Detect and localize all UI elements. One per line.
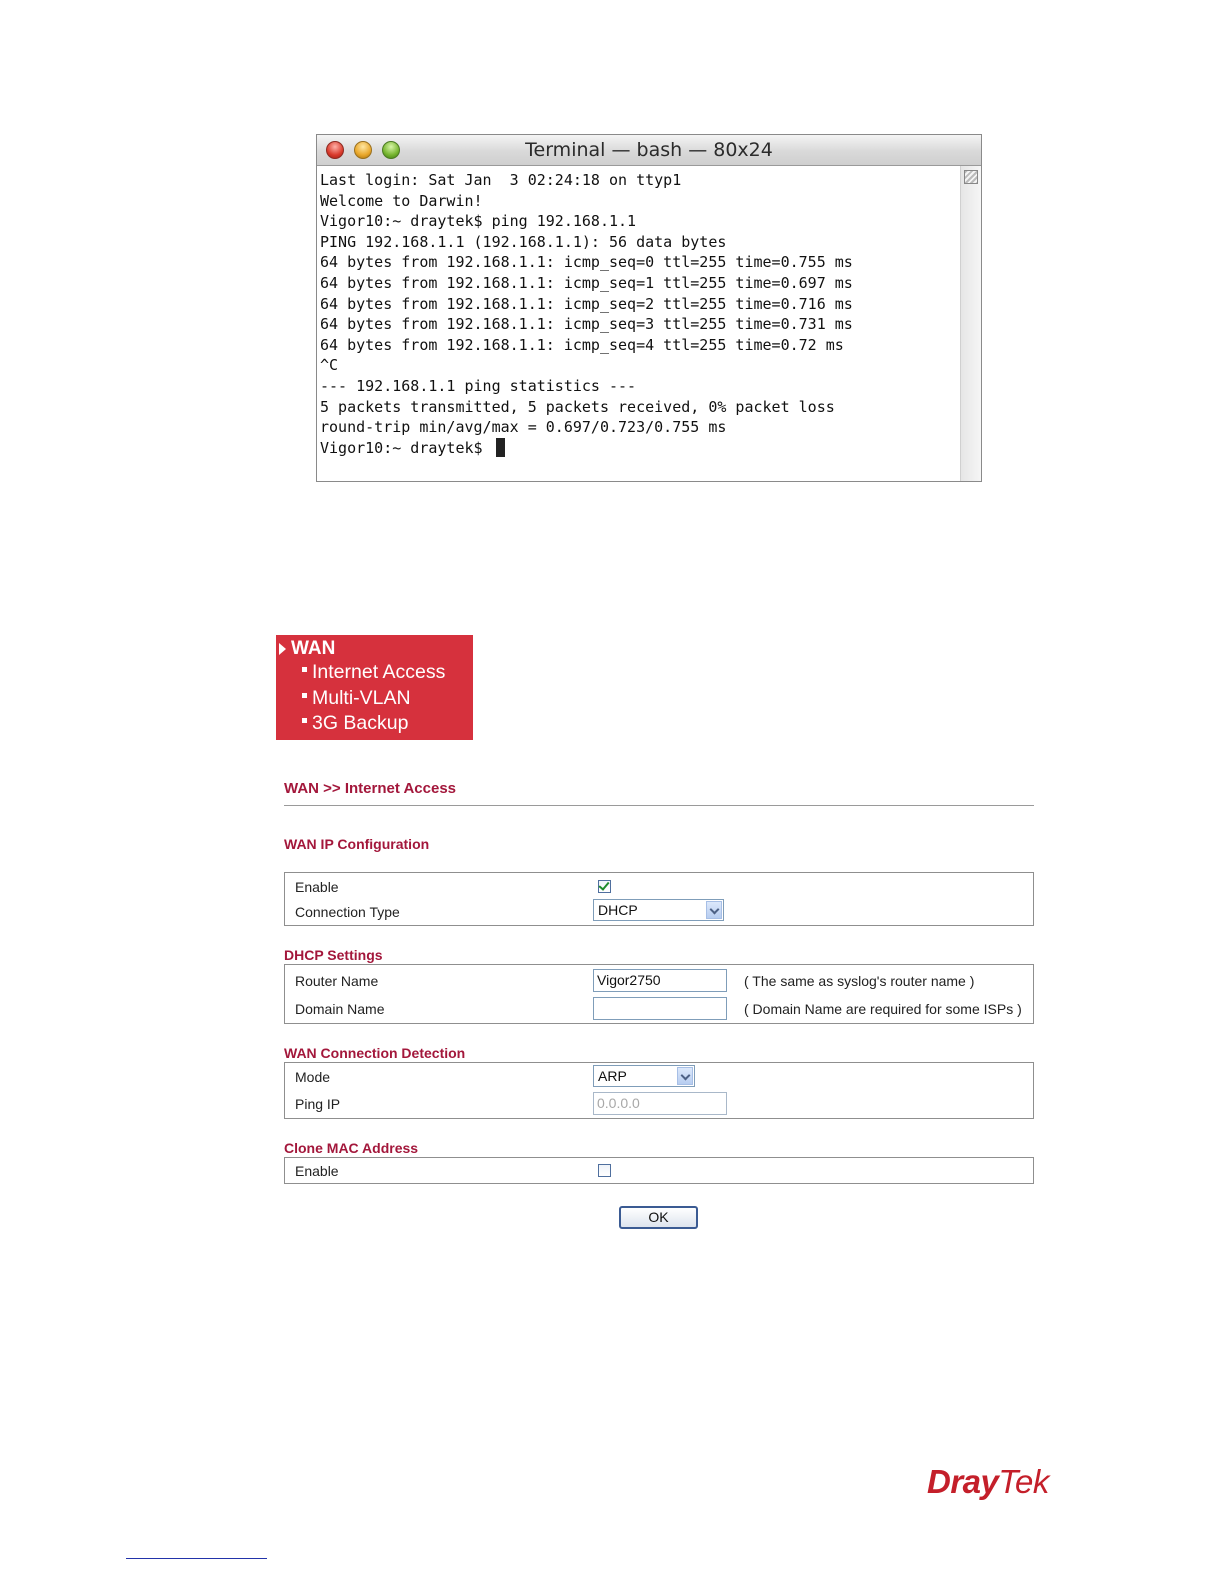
ok-button[interactable]: OK bbox=[619, 1206, 698, 1229]
wan-connection-detection-panel bbox=[284, 1062, 1034, 1119]
terminal-line: 64 bytes from 192.168.1.1: icmp_seq=4 ttl=255 time=0.72 ms bbox=[320, 335, 844, 354]
section-title-clone-mac-address: Clone MAC Address bbox=[284, 1140, 419, 1156]
terminal-window bbox=[316, 134, 982, 482]
router-name-label: Router Name bbox=[295, 973, 379, 989]
terminal-output[interactable] bbox=[317, 166, 961, 481]
terminal-line: Vigor10:~ draytek$ ping 192.168.1.1 bbox=[320, 212, 637, 231]
dhcp-settings-panel bbox=[284, 964, 1034, 1024]
section-title-wan-connection-detection: WAN Connection Detection bbox=[284, 1045, 466, 1061]
section-title-wan-ip-configuration: WAN IP Configuration bbox=[284, 836, 430, 852]
wan-enable-checkbox[interactable] bbox=[598, 880, 611, 893]
menu-item-3g-backup[interactable] bbox=[276, 711, 473, 737]
chevron-down-icon bbox=[681, 1071, 691, 1081]
domain-name-input[interactable] bbox=[593, 997, 727, 1020]
dropdown-button[interactable] bbox=[677, 1067, 693, 1085]
wan-ip-configuration-panel bbox=[284, 872, 1034, 926]
terminal-line: ^C bbox=[320, 356, 339, 375]
terminal-line: 5 packets transmitted, 5 packets received, 0% packet loss bbox=[320, 397, 835, 416]
clone-mac-panel bbox=[284, 1157, 1034, 1184]
terminal-line: round-trip min/avg/max = 0.697/0.723/0.755 ms bbox=[320, 418, 727, 437]
terminal-line: 64 bytes from 192.168.1.1: icmp_seq=0 ttl=255 time=0.755 ms bbox=[320, 253, 853, 272]
domain-name-label: Domain Name bbox=[295, 1001, 385, 1017]
text-cursor bbox=[496, 438, 505, 457]
terminal-line: --- 192.168.1.1 ping statistics --- bbox=[320, 376, 637, 395]
draytek-logo bbox=[927, 1463, 1049, 1501]
detection-mode-select[interactable] bbox=[593, 1065, 695, 1087]
terminal-line: Last login: Sat Jan 3 02:24:18 on ttyp1 bbox=[320, 171, 682, 189]
menu-item-label: Internet Access bbox=[312, 661, 446, 683]
router-name-hint: ( The same as syslog's router name ) bbox=[744, 973, 975, 989]
enable-label: Enable bbox=[295, 879, 339, 895]
router-name-input[interactable]: Vigor2750 bbox=[593, 969, 727, 992]
bullet-icon bbox=[302, 718, 307, 723]
checkmark-icon bbox=[598, 879, 609, 891]
connection-type-select[interactable] bbox=[593, 899, 724, 921]
section-title-dhcp-settings: DHCP Settings bbox=[284, 947, 383, 963]
menu-item-label: 3G Backup bbox=[312, 712, 409, 734]
expand-arrow-icon bbox=[279, 643, 286, 655]
terminal-titlebar[interactable] bbox=[317, 135, 981, 166]
bullet-icon bbox=[302, 693, 307, 698]
clone-mac-enable-label: Enable bbox=[295, 1163, 339, 1179]
domain-name-hint: ( Domain Name are required for some ISPs ) bbox=[744, 1001, 1022, 1017]
footer-divider bbox=[126, 1558, 267, 1559]
menu-wan-label: WAN bbox=[291, 638, 336, 659]
bullet-icon bbox=[302, 667, 307, 672]
ping-ip-label: Ping IP bbox=[295, 1096, 341, 1112]
terminal-line: 64 bytes from 192.168.1.1: icmp_seq=2 ttl=255 time=0.716 ms bbox=[320, 294, 853, 313]
terminal-scrollbar[interactable] bbox=[960, 166, 981, 481]
breadcrumb: WAN >> Internet Access bbox=[284, 780, 457, 797]
detection-mode-value: ARP bbox=[598, 1068, 627, 1084]
terminal-title: Terminal — bash — 80x24 bbox=[525, 139, 773, 161]
terminal-prompt-line[interactable] bbox=[320, 438, 961, 459]
menu-wan[interactable] bbox=[276, 638, 473, 660]
ping-ip-input[interactable]: 0.0.0.0 bbox=[593, 1092, 727, 1115]
divider bbox=[284, 805, 1034, 806]
clone-mac-enable-checkbox[interactable] bbox=[598, 1164, 611, 1177]
dropdown-button[interactable] bbox=[706, 901, 722, 919]
connection-type-label: Connection Type bbox=[295, 904, 400, 920]
mode-label: Mode bbox=[295, 1069, 331, 1085]
logo-tek-text: Tek bbox=[998, 1463, 1049, 1500]
connection-type-value: DHCP bbox=[598, 902, 638, 918]
menu-item-multi-vlan[interactable] bbox=[276, 686, 473, 712]
resize-grip-icon[interactable] bbox=[964, 170, 978, 184]
terminal-line: 64 bytes from 192.168.1.1: icmp_seq=3 ttl=255 time=0.731 ms bbox=[320, 315, 853, 334]
terminal-line: 64 bytes from 192.168.1.1: icmp_seq=1 ttl=255 time=0.697 ms bbox=[320, 273, 853, 292]
terminal-prompt: Vigor10:~ draytek$ bbox=[320, 438, 492, 457]
logo-dray-text: Dray bbox=[927, 1463, 999, 1500]
menu-item-internet-access[interactable] bbox=[276, 660, 473, 686]
chevron-down-icon bbox=[710, 905, 720, 915]
terminal-line: Welcome to Darwin! bbox=[320, 191, 483, 210]
terminal-line: PING 192.168.1.1 (192.168.1.1): 56 data bytes bbox=[320, 232, 727, 251]
wan-menu bbox=[276, 635, 473, 740]
menu-item-label: Multi-VLAN bbox=[312, 686, 411, 709]
